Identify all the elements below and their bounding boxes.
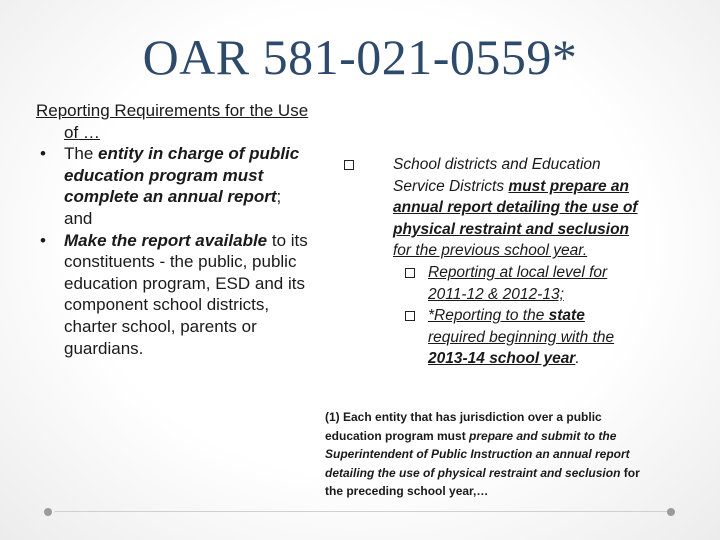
right-subitem-local-reporting: Reporting at local level for 2011-12 & 2012-13; [343,262,645,305]
left-heading: Reporting Requirements for the Use of … [36,101,309,142]
left-corner-dot [44,508,52,516]
right-subitem-state-reporting: *Reporting to the state required beginning with the 2013-14 school year. [343,305,645,370]
checkbox-bullet-icon [405,311,415,321]
footnote: (1) Each entity that has jurisdiction over a public education program must prepare and submit to the Superintendent of Public Instruction an annual report detailing the use of physical restraint and seclusion for the preceding school year,… [325,410,640,499]
bullet-icon: • [40,144,46,164]
checkbox-bullet-icon [344,160,354,170]
right-paragraph-districts: School districts and Education Service Districts must prepare an annual report detailing the use of physical restraint and seclusion for the previous school year. [343,154,645,262]
right-column [343,154,645,370]
checkbox-bullet-icon [405,268,415,278]
left-column [36,100,311,359]
bottom-divider [55,511,667,512]
right-corner-dot [667,508,675,516]
left-bullet-list [36,143,311,359]
slide-title: OAR 581-021-0559* [142,29,578,85]
list-item: • The entity in charge of public education program must complete an annual report; and [40,144,300,228]
list-item: • Make the report available to its constituents - the public, public education program, ESD and its component school districts, charter school, parents or guardians. [40,230,308,358]
bullet-icon: • [40,230,46,250]
